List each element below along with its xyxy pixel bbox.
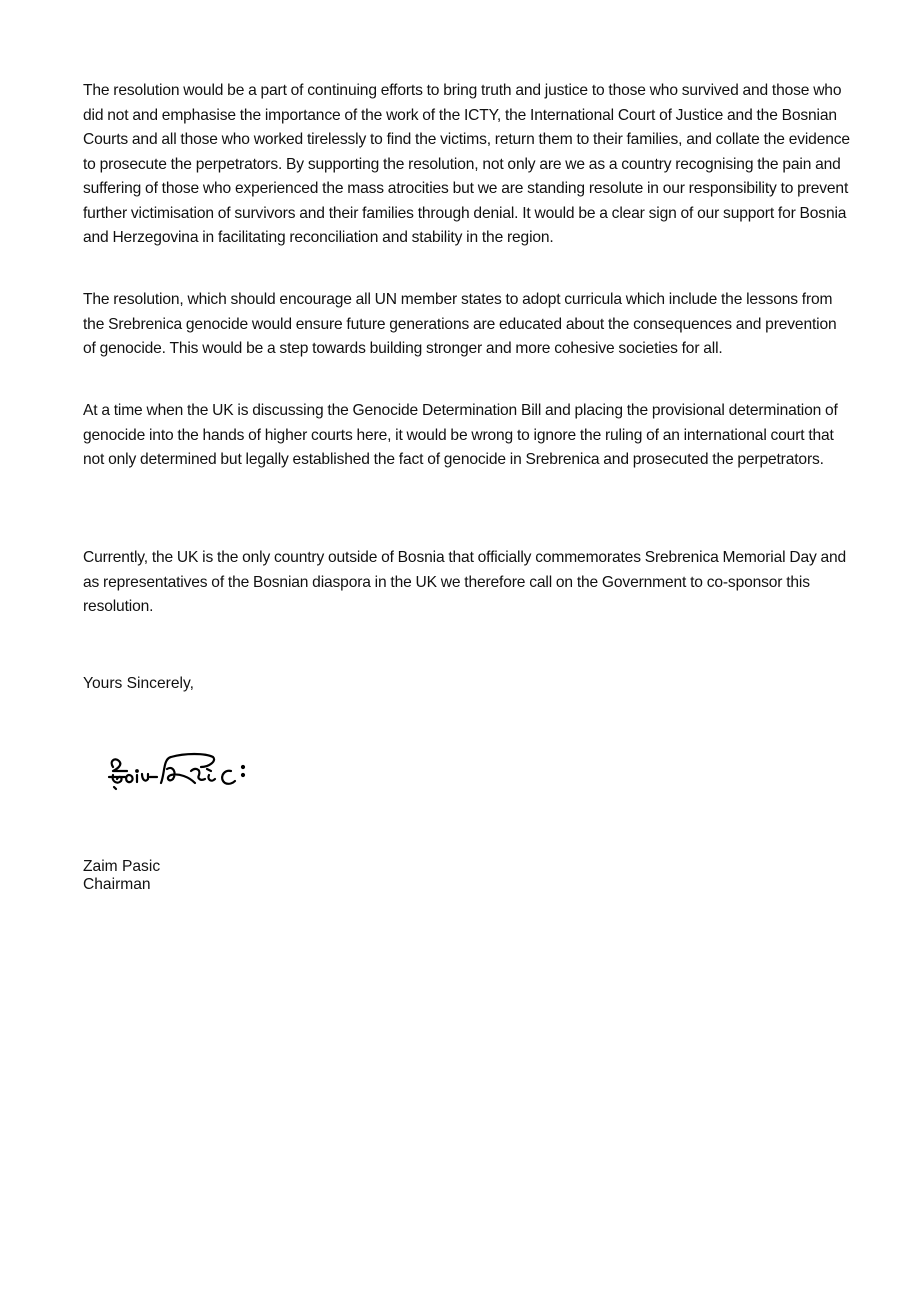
paragraph-call-to-cosponsor: Currently, the UK is the only country outside of Bosnia that officially commemorates Srebrenica Memorial Day and as representatives of the Bosnian diaspora in the UK we therefore call on the Government to co-sponsor this resolution. xyxy=(83,549,847,615)
signer-title: Chairman xyxy=(83,876,151,893)
signature-icon xyxy=(105,745,255,797)
paragraph-curricula: The resolution, which should encourage all UN member states to adopt curricula which include the lessons from the Srebrenica genocide would ensure future generations are educated about the consequences and prevention of genocide. This would be a step towards building stronger and more cohesive societies for all. xyxy=(83,291,837,357)
paragraph-genocide-determination-bill: At a time when the UK is discussing the Genocide Determination Bill and placing the provisional determination of genocide into the hands of higher courts here, it would be wrong to ignore the ruling of an international court that not only determined but legally established the fact of genocide in Srebrenica and prosecuted the perpetrators. xyxy=(83,402,838,468)
paragraph-resolution-efforts: The resolution would be a part of continuing efforts to bring truth and justice to those who survived and those who did not and emphasise the importance of the work of the ICTY, the International Court of Justice and the Bosnian Courts and all those who worked tirelessly to find the victims, return them to their families, and collate the evidence to prosecute the perpetrators. By supporting the resolution, not only are we as a country recognising the pain and suffering of those who experienced the mass atrocities but we are standing resolute in our responsibility to prevent further victimisation of survivors and their families through denial. It would be a clear sign of our support for Bosnia and Herzegovina in facilitating reconciliation and stability in the region. xyxy=(83,82,850,246)
signer-name: Zaim Pasic xyxy=(83,858,161,875)
signer-block xyxy=(83,858,160,894)
closing-salutation: Yours Sincerely, xyxy=(83,675,194,692)
